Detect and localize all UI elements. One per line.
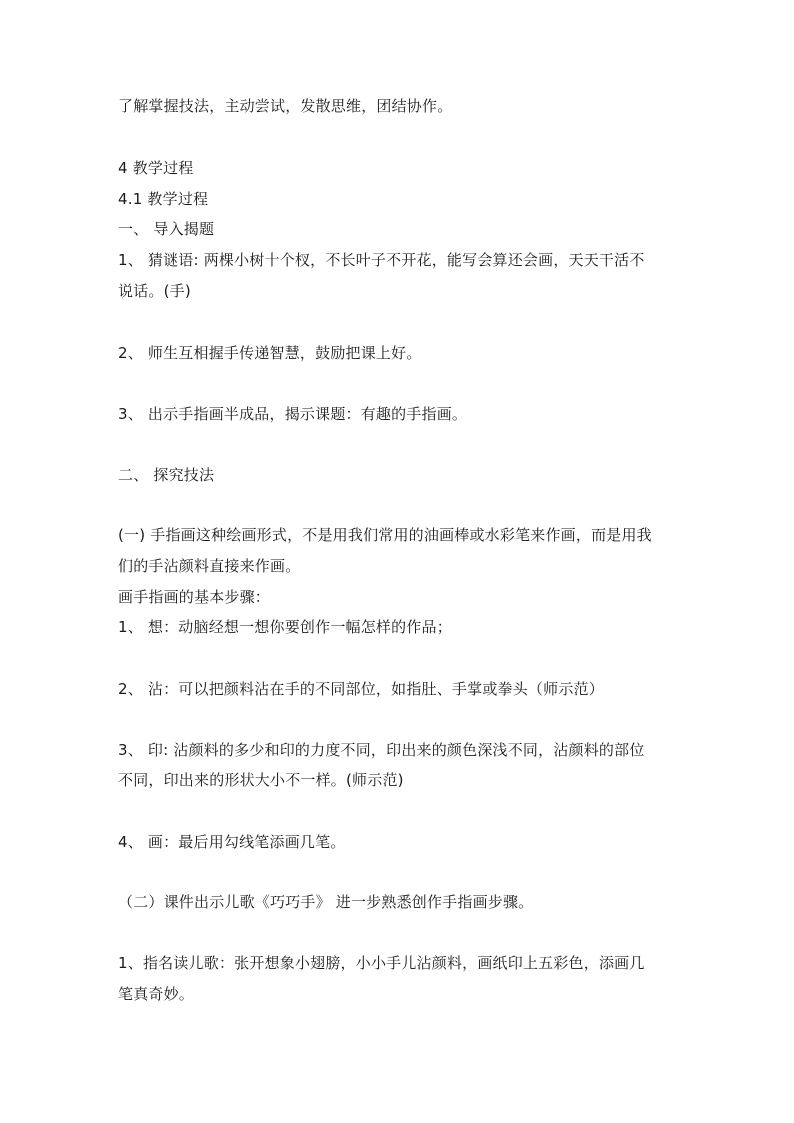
text-line-objective: 了解掌握技法，主动尝试，发散思维，团结协作。 <box>118 97 453 115</box>
text-line-intro-cont: 们的手沾颜料直接来作画。 <box>118 557 301 575</box>
text-line-read-song-cont: 笔真奇妙。 <box>118 985 195 1003</box>
text-line-topic: 3、 出示手指画半成品，揭示课题：有趣的手指画。 <box>118 405 468 423</box>
part-heading-2: 二、 探究技法 <box>118 466 215 484</box>
section-heading-4: 4 教学过程 <box>118 159 194 177</box>
text-line-riddle: 1、 猜谜语: 两棵小树十个杈，不长叶子不开花，能写会算还会画，天天干活不 <box>118 251 645 269</box>
text-line-steps-title: 画手指画的基本步骤： <box>118 588 271 606</box>
subsection-heading-4-1: 4.1 教学过程 <box>118 190 209 208</box>
part-heading-1: 一、 导入揭题 <box>118 220 215 238</box>
text-line-intro: (一) 手指画这种绘画形式，不是用我们常用的油画棒或水彩笔来作画，而是用我 <box>118 526 652 544</box>
text-line-riddle-cont: 说话。(手) <box>118 282 191 300</box>
text-line-song: （二）课件出示儿歌《巧巧手》 进一步熟悉创作手指画步骤。 <box>118 893 534 911</box>
step-item-print: 3、 印: 沾颜料的多少和印的力度不同，印出来的颜色深浅不同，沾颜料的部位 <box>118 741 645 759</box>
text-line-handshake: 2、 师生互相握手传递智慧，鼓励把课上好。 <box>118 344 422 362</box>
step-item-print-cont: 不同，印出来的形状大小不一样。(师示范) <box>118 771 404 789</box>
step-item-think: 1、 想：动脑经想一想你要创作一幅怎样的作品； <box>118 618 452 636</box>
step-item-draw: 4、 画：最后用勾线笔添画几笔。 <box>118 833 346 851</box>
text-line-read-song: 1、指名读儿歌：张开想象小翅膀，小小手儿沾颜料，画纸印上五彩色，添画几 <box>118 954 645 972</box>
step-item-dip: 2、 沾：可以把颜料沾在手的不同部位，如指肚、手掌或拳头（师示范） <box>118 680 604 698</box>
